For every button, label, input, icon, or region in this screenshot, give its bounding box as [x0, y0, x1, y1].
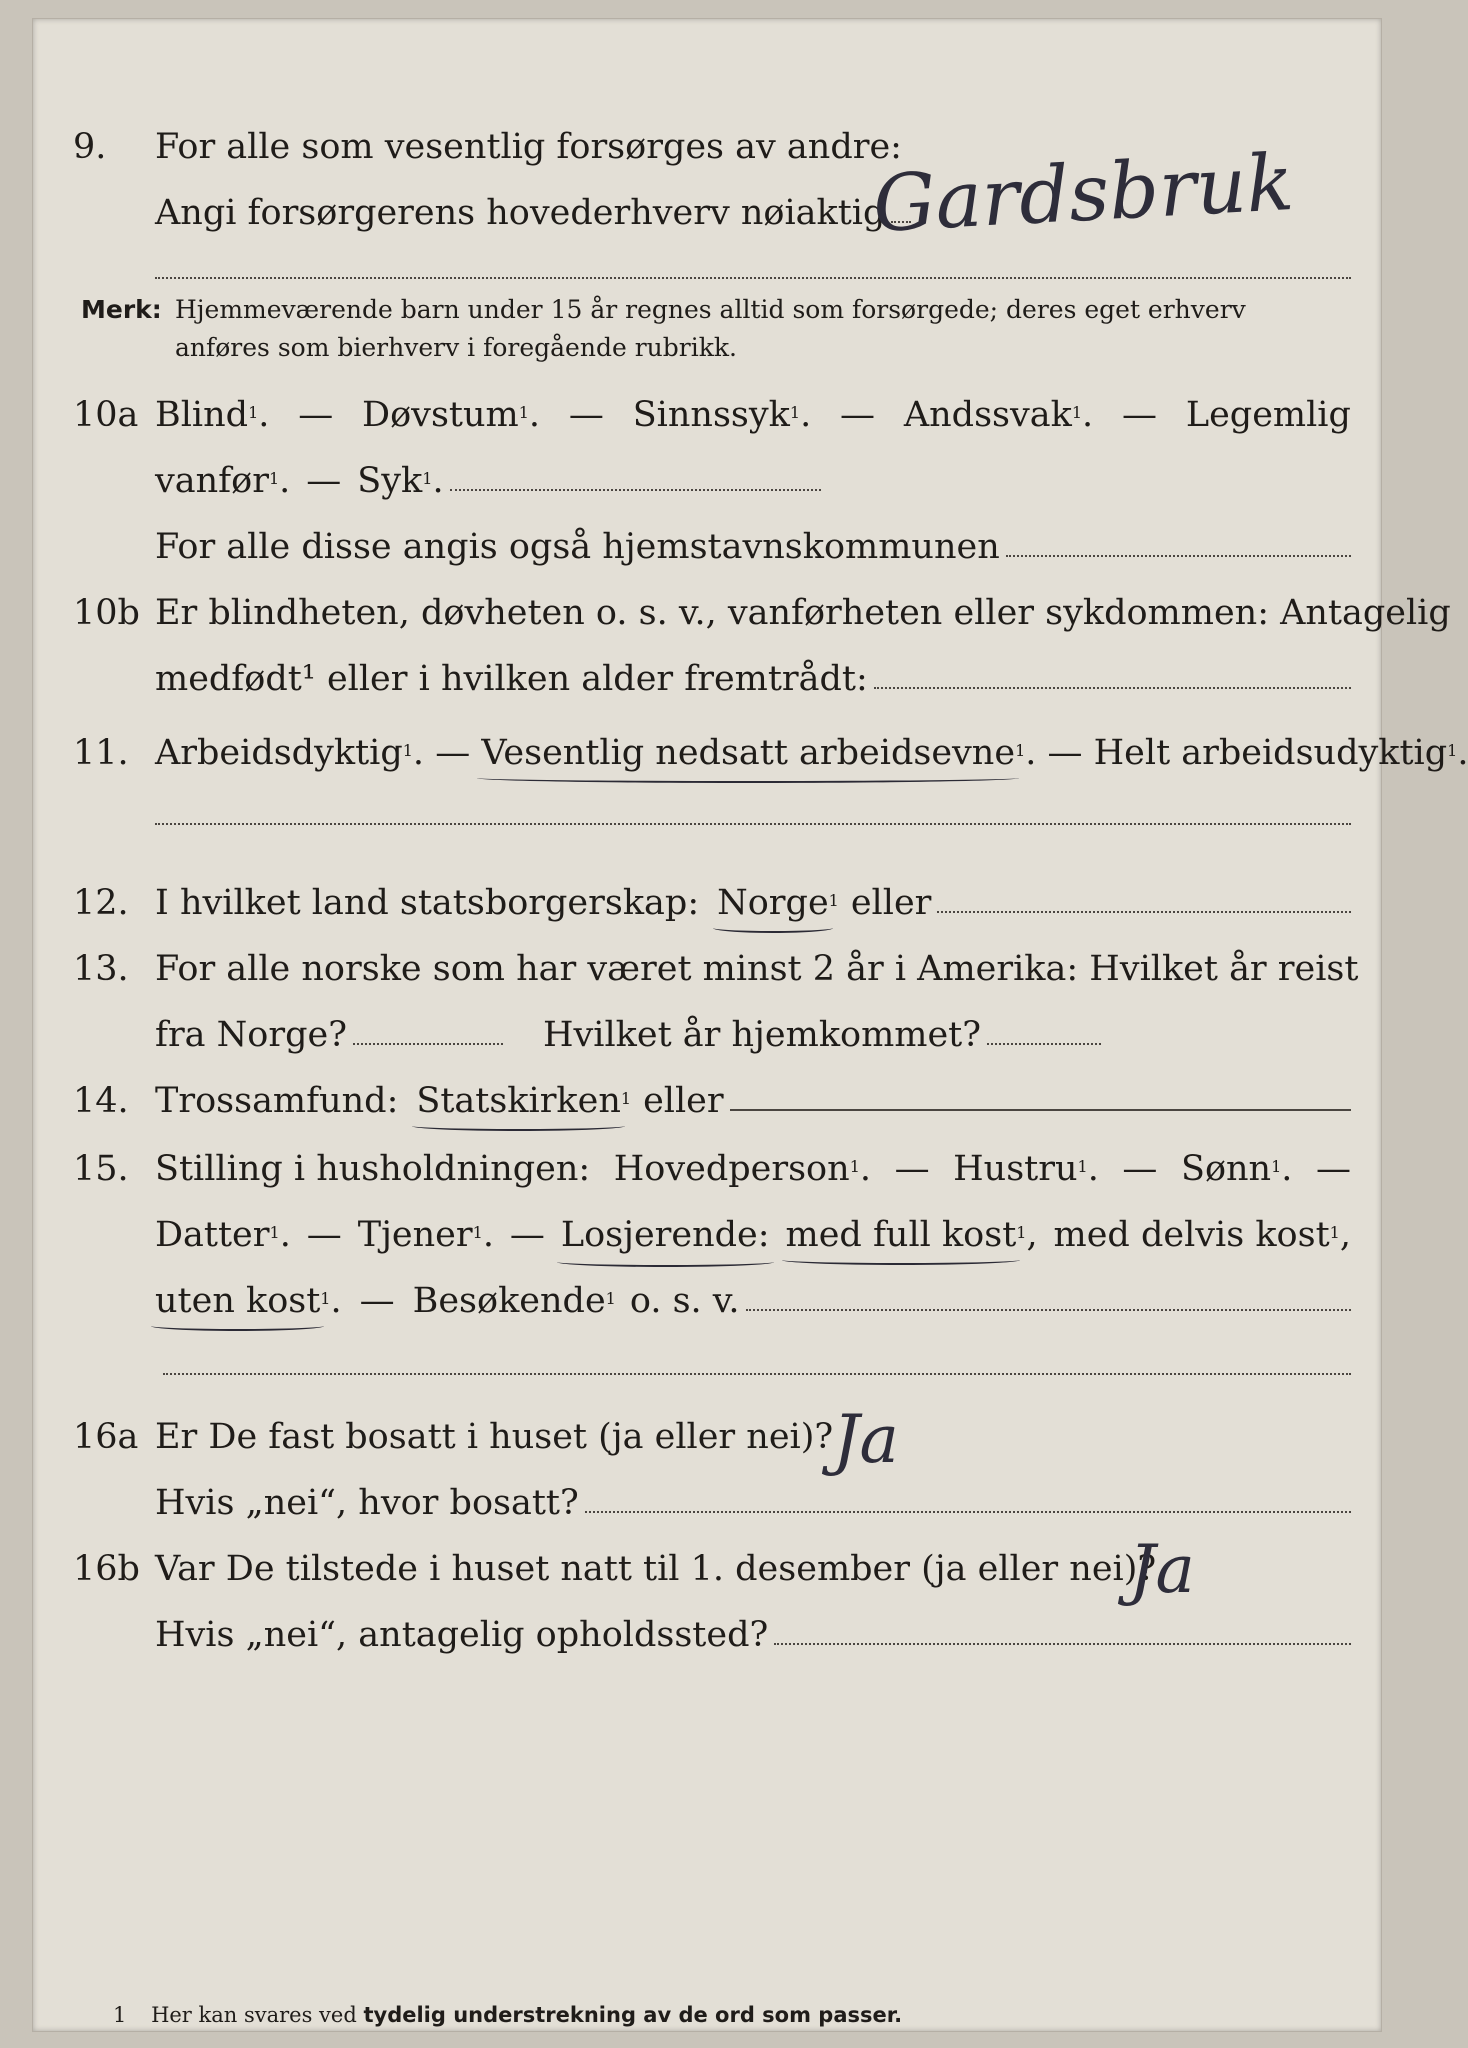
answer-line[interactable] — [450, 489, 821, 491]
question-text: medfødt¹ eller i hvilken alder fremtrådt: — [155, 659, 868, 699]
note-text: Hjemmeværende barn under 15 år regnes alltid som forsørgede; deres eget erhverv anføres som bierhverv i foregående rubrikk. — [175, 295, 1246, 362]
question-number: 12. — [73, 883, 129, 923]
question-number: 9. — [73, 127, 107, 167]
footnote: 1 Her kan svares ved tydelig understrekning av de ord som passer. — [113, 2003, 903, 2027]
answer-line[interactable] — [155, 277, 1351, 279]
question-text: Hvis „nei“, hvor bosatt? — [155, 1483, 579, 1523]
question-text: Hvilket år hjemkommet? — [543, 1015, 982, 1055]
question-number: 10b — [73, 593, 140, 633]
question-text: Stilling i husholdningen: — [155, 1149, 591, 1189]
question-text: Angi forsørgerens hovederhverv nøiaktig — [155, 193, 886, 233]
option-datter[interactable]: Datter$^1$. — [155, 1215, 291, 1255]
question-12: 12. I hvilket land statsborgerskap: Norge$^1$ eller — [33, 877, 1381, 937]
handwritten-answer: Ja — [1129, 1531, 1195, 1608]
answer-line[interactable] — [585, 1511, 1351, 1513]
answer-line[interactable] — [874, 687, 1351, 689]
census-form-page — [32, 18, 1468, 2032]
option-uten-kost[interactable]: uten kost$^1$. — [155, 1281, 342, 1321]
question-text: For alle disse angis også hjemstavnskommunen — [155, 527, 1000, 567]
handwritten-answer: Ja — [833, 1401, 899, 1478]
option-delvis-kost[interactable]: med delvis kost$^1$, — [1053, 1215, 1351, 1255]
option-hovedperson[interactable]: Hovedperson$^1$. — [613, 1149, 872, 1189]
question-13 — [33, 943, 1381, 1003]
question-text: Er De fast bosatt i huset (ja eller nei)? — [155, 1417, 834, 1457]
option-vesentlig-nedsatt[interactable]: Vesentlig nedsatt arbeidsevne$^1$. — [481, 733, 1037, 773]
question-text: fra Norge? — [155, 1015, 347, 1055]
note — [81, 291, 1331, 367]
option-tjener[interactable]: Tjener$^1$. — [357, 1215, 494, 1255]
question-10a-line-3 — [33, 521, 1381, 581]
option-syk[interactable]: Syk$^1$. — [357, 461, 444, 501]
question-15-line-3: uten kost$^1$. — Besøkende$^1$ o. s. v. — [33, 1275, 1381, 1335]
answer-line[interactable] — [774, 1643, 1351, 1645]
question-text: For alle som vesentlig forsørges av andre: — [155, 127, 902, 167]
option-losjerende[interactable]: Losjerende: — [560, 1215, 770, 1255]
question-number: 15. — [73, 1149, 129, 1189]
question-16b-line-2 — [33, 1609, 1381, 1669]
question-number: 10a — [73, 395, 139, 435]
option-dovstum[interactable]: Døvstum$^1$. — [362, 395, 541, 435]
question-13-line-2 — [33, 1009, 1381, 1069]
question-10a-line-2: vanfør$^1$. — Syk$^1$. — [33, 455, 1381, 515]
question-16a-line-2 — [33, 1477, 1381, 1537]
question-number: 16b — [73, 1549, 140, 1589]
answer-line[interactable] — [353, 1043, 503, 1045]
question-11: 11. Arbeidsdyktig$^1$. — Vesentlig nedsatt arbeidsevne$^1$. — Helt arbeidsudyktig$^1$. — [73, 733, 1468, 773]
note-label: Merk: — [81, 295, 162, 324]
option-statskirken[interactable]: Statskirken$^1$ — [416, 1081, 632, 1121]
option-blind[interactable]: Blind$^1$. — [155, 395, 270, 435]
answer-line[interactable] — [730, 1109, 1351, 1111]
answer-line[interactable] — [746, 1309, 1351, 1311]
question-text: I hvilket land statsborgerskap: — [155, 883, 700, 923]
question-text: For alle norske som har været minst 2 år i Amerika: Hvilket år reist — [155, 949, 1359, 989]
option-hustru[interactable]: Hustru$^1$. — [953, 1149, 1099, 1189]
question-number: 11. — [73, 733, 129, 773]
question-16a — [33, 1411, 1381, 1471]
handwritten-answer: Gardsbruk — [870, 138, 1296, 250]
answer-line[interactable] — [987, 1043, 1101, 1045]
option-andssvak[interactable]: Andssvak$^1$. — [903, 395, 1094, 435]
option-helt-arbeidsudyktig[interactable]: Helt arbeidsudyktig$^1$. — [1093, 733, 1468, 773]
option-sonn[interactable]: Sønn$^1$. — [1180, 1149, 1293, 1189]
answer-line[interactable] — [163, 1373, 1351, 1375]
option-norge[interactable]: Norge$^1$ — [717, 883, 839, 923]
answer-line[interactable] — [937, 911, 1351, 913]
question-text: Var De tilstede i huset natt til 1. desember (ja eller nei)? — [155, 1549, 1157, 1589]
question-text: Hvis „nei“, antagelig opholdssted? — [155, 1615, 769, 1655]
option-besokende[interactable]: Besøkende$^1$ — [412, 1281, 616, 1321]
question-number: 14. — [73, 1081, 129, 1121]
option-full-kost[interactable]: med full kost$^1$, — [785, 1215, 1038, 1255]
question-number: 13. — [73, 949, 129, 989]
question-10b — [33, 587, 1451, 647]
question-15: 15. Stilling i husholdningen: Hovedperson$^1$. — Hustru$^1$. — Sønn$^1$. — — [73, 1149, 1351, 1189]
question-15-line-2: Datter$^1$. — Tjener$^1$. — Losjerende: med full kost$^1$, med delvis kost$^1$, — [155, 1215, 1351, 1255]
answer-line[interactable] — [1006, 555, 1351, 557]
question-text: Trossamfund: — [155, 1081, 399, 1121]
question-10b-line-2 — [33, 653, 1381, 713]
question-number: 16a — [73, 1417, 139, 1457]
question-10a: 10a Blind$^1$. — Døvstum$^1$. — Sinnssyk$^1$. — Andssvak$^1$. — Legemlig — [73, 395, 1351, 435]
option-legemlig[interactable]: Legemlig — [1185, 395, 1351, 435]
option-arbeidsdyktig[interactable]: Arbeidsdyktig$^1$. — [155, 733, 425, 773]
question-text: Er blindheten, døvheten o. s. v., vanførheten eller sykdommen: Antagelig — [155, 593, 1451, 633]
question-14: 14. Trossamfund: Statskirken$^1$ eller — [33, 1075, 1381, 1135]
answer-line[interactable] — [155, 823, 1351, 825]
option-sinnssyk[interactable]: Sinnssyk$^1$. — [632, 395, 812, 435]
option-vanfor[interactable]: vanfør$^1$. — [155, 461, 291, 501]
